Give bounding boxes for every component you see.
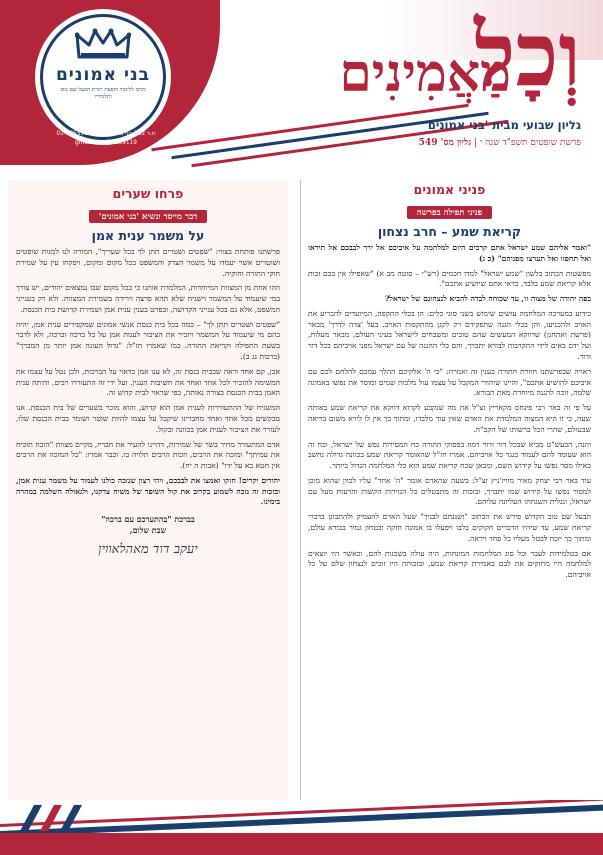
right-paragraph: אם בטלמידות לעבר וכל סוג המלחמות המונחות, היה עולה בשכנות להם, וכאשר היו יוצאים למלחמה היו מחזקים את לבם באמירת קריאת שמע, ובזכותה היו זוכים לנצחון שלם על כל אויביהם. [308, 548, 591, 580]
left-article-title: על משמר ענית אמן [91, 228, 205, 243]
left-section-subtitle: דבר מייסד ונשיא 'בני אמונים' [89, 210, 208, 223]
right-paragraph: כידוע במערכה המלחמה עושים שימוש בשני סוגי כלים: הן בכלי התקפה, המיועדים להכריע את האויב ולהכניעו, והן בכלי הגנה שתפקידם רק לקגן מהתקפות האויב. בעל 'צדה לדרך' מבאר (פרשת ואתחנן) שדווקא המעשים שהם טובים ומשבחים לישראל בעיני העולם, מבאר מעלות, ועל ידם באים לידי התקרבות לבורא יתברך, והם כלי ההגנה של עם ישראל מפני אויביהם בכל דור ודור. [308, 308, 591, 362]
left-paragraph: פרשתנו פותחת בצווי: "שפטים ושטרים תתן לך בכל שעריך", המורה לנו למנות שופטים ושוטרים אשר יעמדו על משמר הצדק והמשפט בכל מקום ומקום, ויפקחו עין על שמירת חוקי התורה וחוקיה. [16, 247, 280, 278]
right-paragraph: מפשטות הכתוב בלשון "שמע ישראל" למדו חכמים (רש"י – סוטה מב א) "שאפילו אין בכם זכות אלא קריאת שמע בלבד, כדאי אתם שיושיע אתכם". [308, 268, 591, 289]
left-section-title: פרחו שערים [112, 186, 184, 201]
right-paragraph: הבעל שם טוב הקדוש פירש את הכתוב "ושננתם לבניך" שעל האדם להעמיק ולהתבונן בדברי קריאת שמע, עד שיהיו הדברים חקוקים בלבו ויפעלו בו אמונה חזקה ובטחון גמור בבורא עולם, ומתוך כך יזכה לבטל מעליו כל פחד ויראה. [308, 512, 591, 543]
logo-subtitle: מרכז ללימוד והפצת תורת הבעל שם טוב ותלמידיו [60, 87, 146, 100]
masthead-part-1: וְכָל [474, 2, 581, 106]
left-paragraph: "שפטים ושטרים תתן לך" – כמה בכל בית כנסת אנשי אמונים שמקפידים ענית אמן, יהיה בהם מי שיעמוד על המשמר ויזכיר את הציבור לענות אמן על כל ברכה וברכה, ולא לדבר בשעת התפילה וקריאת התורה. כמו שאמרו חז"ל: "גדול העונה אמן יותר מן המברך" (ברכות נג ב). [16, 319, 280, 362]
left-paragraph: אכן, קם אחד וראה שבבית כנסת זה, לא ענו אמן כראוי על הברכות, ולכן נטל על עצמו את המשימה להזכיר לכל אחד ואחד את חשיבות הענין. ועל ידי זה התעוררו רבים, והיתה ענית האמן בבית הכנסת בצורה נאותה, כפי שראוי לבית קדוש זה. [16, 366, 280, 398]
right-section-title: פניני אמונים [413, 182, 486, 197]
right-paragraph: ראויה שבפרשתנו חוזרת התורה בענין זה ואמרה: "כי ה' אלקיכם ההלך עמכם להלחם לכם עם איביכם להושיע אתכם", והיינו שיהודי המקבל על עצמו עול מלכות שמים ומוסר את נפשו באמונה שלמה, זוכה להגנה מיוחדת מאת הבורא. [308, 366, 591, 398]
right-paragraph: בפה יהודה של מצוה זו, עד שכוחה לבדה להביא לנצחונם של ישראל? [384, 294, 591, 304]
contact-info [6, 130, 206, 147]
left-paragraph: אדם המתעורר מחיר בשר של שמירות, דהיינו להעיר את חבריו, מקיים מצוות "הוכח תוכיח את עמיתך" ומזכה את הרבים, וזכות הרבים תלויה בו. וכבר אמרו: "כל המזכה את הרבים אין חטא בא על ידו" (אבות ה יח). [16, 439, 280, 471]
left-column [8, 180, 288, 800]
issue-number: גליון מס' 549 [418, 138, 472, 148]
right-paragraph: עוד באר רבי יצחק מאיר מוויז'ניץ זצ"ל: בשעה שהאדם אומר "ה' אחד" עליו לכוון שהוא מוכן למסור נפשו על קידוש שמו יתברך, ובזכות זה מתבטלים כל הגזירות הקשות והרעות מעל עם ישראל, ונגלית השגחתו העליונה עליהם. [308, 475, 591, 507]
masthead-subtitle: גליון שבועי מבית 'בני אמונים' [424, 118, 581, 132]
right-paragraph: על פי זה באר רבי פינחס מקאריץ זצ"ל את מה שנקבע לקרוא דווקא את קריאת שמע באותה שעה, כי זו היא המצוה המלמדת את האדם שאין עוד מלבדו, ומתוך כך אין לו לירא משום בריאה שבעולם, שהרי הכל ברשותו של הקב"ה. [308, 403, 591, 434]
right-paragraph: והנה, הבעש"ט מביא שבכל דור ודור רמוז בפסוקי התורה כח המסירות נפש של ישראל, וכח זה הוא שעומד להם לעמוד כנגד כל אויביהם. אמרו חז"ל שהאומר קריאת שמע בכוונה גדולה נחשב כאילו מסר נפשו על קידוש השם, ומכאן שכח קריאת שמע הוא כלי המלחמה הגדול ביותר. [308, 439, 591, 471]
chevrons-icon [10, 803, 100, 833]
closing-blessing: בברכת "בהתעדכם עם ברכה" [101, 514, 195, 525]
signature: יעקב דוד מאהלאווין [98, 541, 198, 557]
logo-badge [40, 14, 166, 140]
contact-email: 9139119@gmail.com [75, 139, 137, 146]
right-article-title: קריאת שמע – חרב נצחון [377, 224, 522, 239]
contact-line-1: ת.ד 102 בני ברק | פקס: 03-5055919 [56, 131, 156, 137]
masthead-header [0, 0, 603, 172]
right-column [308, 180, 591, 800]
left-paragraph: וזהו אחת מן המצוות המיוחדות, המלמדת אותנו כי בכל מקום שבו נמצאים יהודים, יש צורך במי שיעמוד על המשמר וישגיח שלא תהא פרצה וירידה בשמירת המצוות. ולא רק בענייני המשפט, אלא גם בכל ענייני הקדושה, ובפרט בענין ענית אמן ושמירת קדושת בית הכנסת. [16, 283, 280, 314]
footer-band [0, 833, 603, 855]
footer-decoration [0, 800, 603, 855]
crown-icon [75, 27, 131, 61]
left-paragraph: המשגיח של ההתעוררות לענית אמן הוא קדוש, והוא מוכר בשערים של בית הכנסת. אנו מבקשים מכל אחד ואחד מחברינו שיקבל על עצמו להיות שוטר ושומר בבית הכנסת שלו, לעורר את הציבור לענית אמן בכוונה ובקול. [16, 403, 280, 434]
column-divider [300, 180, 301, 800]
right-paragraph: "ואמר אליהם שמע ישראל אתם קרבים היום למלחמה על איביכם אל ירך לבבכם אל תיראו ואל תחפזו ואל תערצו מפניהם" (כ ג) [308, 243, 591, 263]
closing-shabbat: שבת שלום, [129, 525, 167, 536]
left-paragraph: יהודים יקרים! חזקו ואמצו את לבבכם, ויהי רצון שנזכה כולנו לעמוד על משמר ענית אמן, ובזכות זה נזכה לשמוע בקרוב את קול השופר של משיח צדקנו, ולגאולה השלמה במהרה בימינו. [16, 475, 280, 507]
closing-block [16, 514, 280, 536]
right-section-subtitle: פניני תפילה בפרשה [407, 206, 492, 219]
masthead-part-2: מַאֲמִינִים [339, 43, 511, 104]
logo-name: בני אמונים [55, 65, 151, 85]
issue-parsha: פרשת שופטים תשפ"ד שנה י [479, 138, 581, 148]
issue-info: פרשת שופטים תשפ"ד שנה י | גליון מס' 549 [418, 138, 581, 148]
masthead-title [211, 2, 581, 118]
